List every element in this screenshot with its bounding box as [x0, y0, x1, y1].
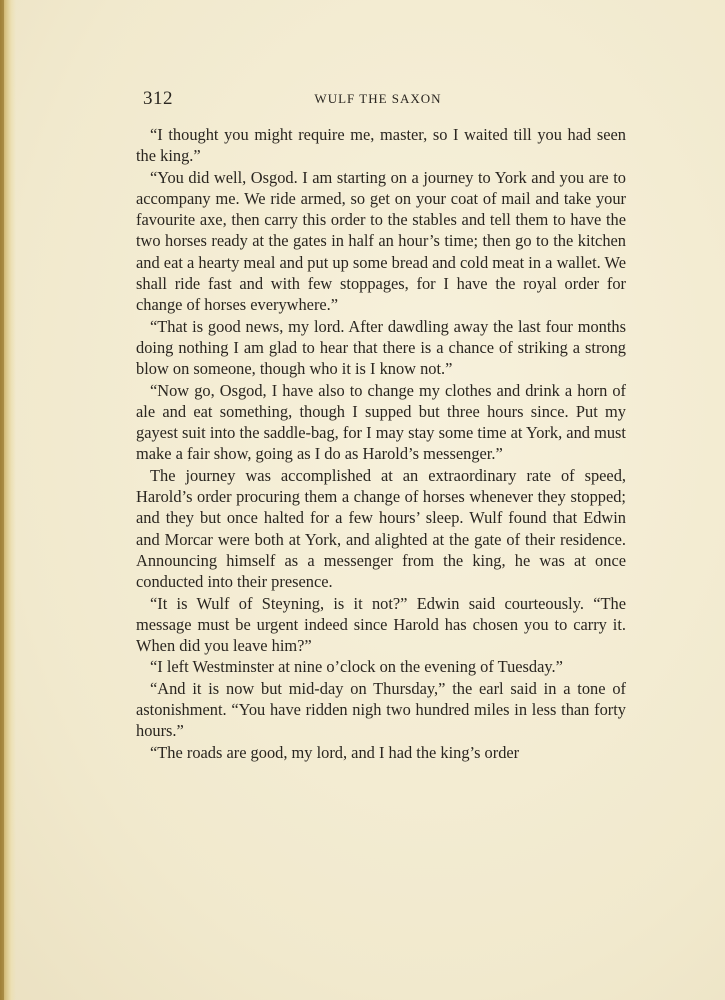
- body-text: [136, 124, 626, 763]
- page-number: 312: [143, 88, 173, 109]
- paragraph: “I left Westminster at nine o’clock on the evening of Tuesday.”: [150, 657, 563, 677]
- paragraph: “The roads are good, my lord, and I had the king’s order: [150, 742, 520, 762]
- running-title: WULF THE SAXON: [314, 91, 442, 106]
- page-header: [143, 88, 613, 110]
- paragraph: The journey was accomplished at an extraordinary rate of speed, Harold’s order procuring them a change of horses whenever they stopped; and they but once halted for a few hours’ sleep. Wulf found that Edwin and Morcar were both at York, and alighted at the gate of their residence. Announcing himself as a messenger from the king, he was at once conducted into their presence.: [136, 465, 626, 592]
- paragraph: “Now go, Osgod, I have also to change my clothes and drink a horn of ale and eat something, though I supped but three hours since. Put my gayest suit into the saddle-bag, for I may stay some time at York, and must make a fair show, going as I do as Harold’s messenger.”: [136, 380, 626, 464]
- paragraph: “It is Wulf of Steyning, is it not?” Edwin said courteously. “The message must be urgent indeed since Harold has chosen you to carry it. When did you leave him?”: [136, 593, 626, 656]
- paragraph: “I thought you might require me, master, so I waited till you had seen the king.”: [136, 125, 626, 166]
- paragraph: “And it is now but mid-day on Thursday,” the earl said in a tone of astonishment. “You have ridden nigh two hundred miles in less than forty hours.”: [136, 678, 626, 741]
- paragraph: “You did well, Osgod. I am starting on a journey to York and you are to accompany me. We ride armed, so get on your coat of mail and take your favourite axe, then carry this order to the stables and tell them to have the two horses ready at the gates in half an hour’s time; then go to the kitchen and eat a hearty meal and put up some bread and cold meat in a wallet. We shall ride fast and with few stoppages, for I have the royal order for change of horses everywhere.”: [136, 167, 626, 315]
- page-binding-shadow: [0, 0, 4, 1000]
- paragraph: “That is good news, my lord. After dawdling away the last four months doing nothing I am glad to hear that there is a chance of striking a strong blow on someone, though who it is I know not.”: [136, 316, 626, 379]
